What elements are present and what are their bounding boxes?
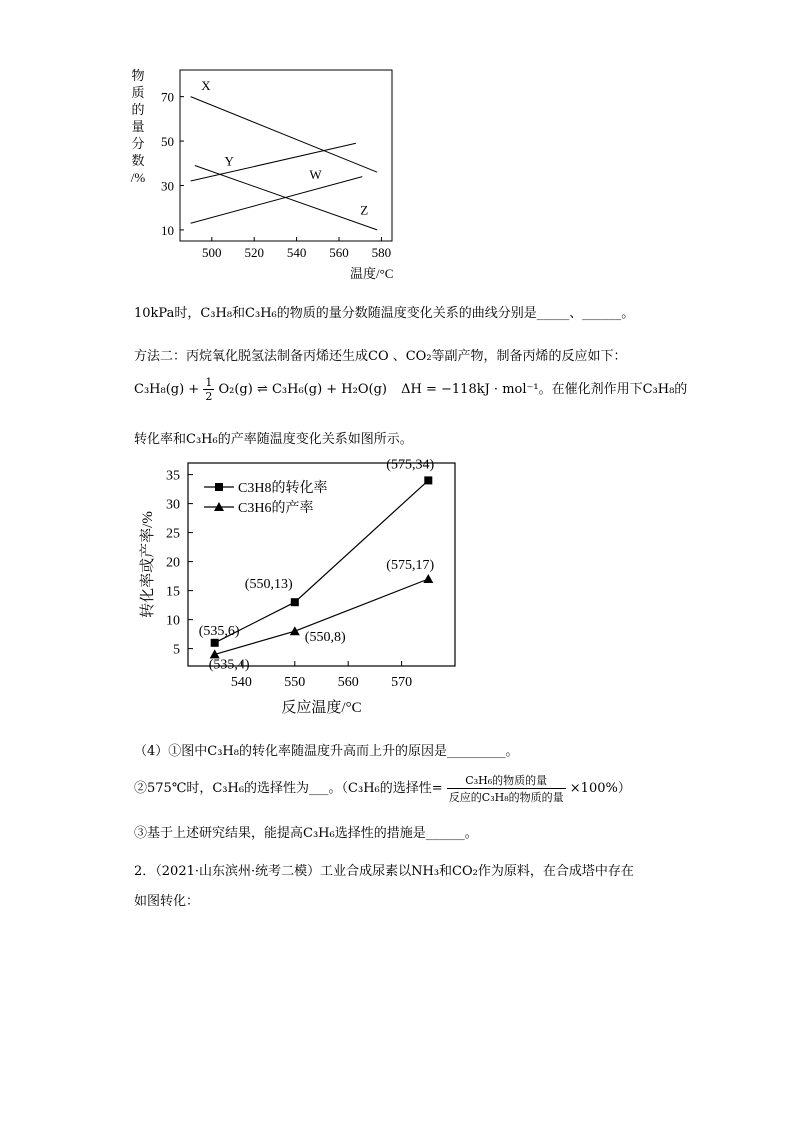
series-label-Y: Y: [224, 153, 234, 169]
x-tick-label: 560: [337, 675, 359, 690]
series-line-X: [191, 97, 378, 173]
x-tick-label: 540: [230, 675, 252, 690]
x-tick-label: 560: [329, 245, 349, 260]
frac-num: 1: [205, 376, 213, 389]
y-tick-label: 10: [166, 613, 180, 629]
series-label-W: W: [309, 166, 322, 182]
data-label: (550,8): [304, 630, 346, 646]
x-tick-label: 500: [202, 245, 222, 260]
equation-line-two: 转化率和C₃H₆的产率随温度变化关系如图所示。: [134, 432, 413, 447]
problem-2-line-2: 如图转化：: [134, 894, 200, 909]
question-4-3: ③基于上述研究结果，能提高C₃H₆选择性的措施是______。: [134, 826, 478, 841]
y-tick-label: 50: [161, 134, 174, 150]
data-point-square: [424, 476, 432, 484]
selectivity-fraction: [447, 772, 566, 805]
selectivity-den: 反应的C₃H₈的物质的量: [448, 791, 564, 804]
method-two-text: 方法二：丙烷氧化脱氢法制备丙烯还生成CO 、CO₂等副产物，制备丙烯的反应如下：: [134, 349, 627, 364]
x-tick-label: 570: [391, 675, 413, 690]
data-label: (575,34): [386, 457, 435, 473]
conversion-yield-chart: [130, 455, 470, 725]
reaction-equation: [134, 376, 687, 403]
legend-label: C3H6的产率: [238, 501, 314, 516]
series-line-Z: [195, 165, 377, 229]
x-axis-label: 反应温度/°C: [281, 700, 362, 716]
question-curves: 10kPa时，C₃H₈和C₃H₆的物质的量分数随温度变化关系的曲线分别是_____、______。: [134, 306, 635, 321]
series-label-Z: Z: [360, 202, 369, 218]
y-tick-label: 30: [161, 178, 174, 194]
series-line-W: [191, 177, 363, 224]
data-label: (550,13): [244, 577, 293, 593]
x-tick-label: 550: [284, 675, 306, 690]
selectivity-num: C₃H₆的物质的量: [447, 772, 566, 789]
data-point-triangle: [423, 574, 433, 583]
data-point-triangle: [290, 626, 300, 635]
x-tick-label: 520: [244, 245, 264, 260]
y-tick-label: 5: [173, 642, 180, 658]
equation-right: O₂(g) ⇌ C₃H₆(g) + H₂O(g): [218, 382, 387, 397]
y-axis-label: 物质的量分数/%: [130, 68, 146, 185]
frac-den: 2: [205, 390, 213, 403]
selectivity-text: ②575℃时，C₃H₆的选择性为___。（C₃H₆的选择性=: [134, 781, 443, 796]
y-tick-label: 30: [166, 497, 180, 513]
legend-label: C3H8的转化率: [238, 481, 328, 496]
data-label: (535,4): [208, 657, 250, 673]
x-tick-label: 540: [286, 245, 307, 260]
data-point-square: [211, 639, 219, 647]
data-label: (575,17): [386, 558, 435, 573]
y-tick-label: 10: [161, 222, 174, 238]
series-line-Y: [191, 143, 356, 181]
enthalpy-text: ΔH = −118kJ · mol⁻¹。在催化剂作用下C₃H₈的: [401, 382, 688, 397]
legend-square-marker: [215, 483, 223, 491]
selectivity-percent: ×100%）: [569, 781, 631, 796]
y-tick-label: 70: [161, 89, 174, 105]
x-tick-label: 580: [371, 245, 392, 260]
data-label: (535,6): [198, 623, 240, 639]
question-4-2: [134, 772, 631, 805]
y-tick-label: 15: [166, 584, 180, 600]
y-tick-label: 25: [166, 526, 180, 542]
y-axis-label: 转化率或产率/%: [140, 511, 156, 618]
mole-fraction-chart: [120, 60, 420, 290]
equation-left: C₃H₈(g) +: [134, 382, 200, 397]
y-tick-label: 20: [166, 555, 180, 571]
series-label-X: X: [201, 77, 211, 93]
problem-2-line-1: 2．（2021·山东滨州·统考二模）工业合成尿素以NH₃和CO₂作为原料，在合成塔中存在: [134, 864, 634, 879]
data-point-square: [291, 598, 299, 606]
half-fraction: [203, 376, 214, 403]
question-4-1: （4）①图中C₃H₈的转化率随温度升高而上升的原因是_________。: [134, 744, 519, 759]
x-axis-label: 温度/°C: [350, 266, 394, 281]
y-tick-label: 35: [166, 468, 180, 484]
